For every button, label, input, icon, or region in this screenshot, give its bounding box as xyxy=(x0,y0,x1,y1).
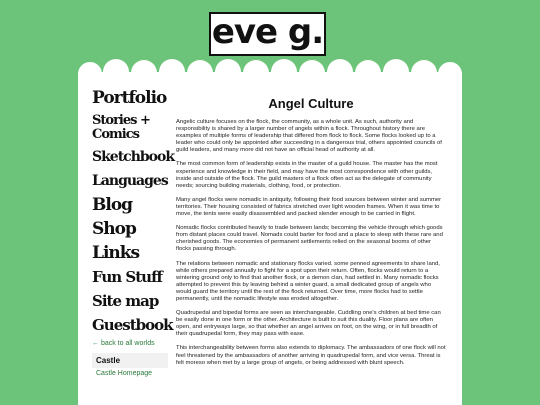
submenu-castle-homepage[interactable]: Castle Homepage xyxy=(96,370,153,377)
article-paragraph: The most common form of leadership exists in the master of a guild house. The master has the most experience and knowledge in their field, and may have the most correspondence with other guilds, inside and outside of the flock. The guild masters of a flock often act as the delegate of community needs; sourcing building materials, clothing, food, or protection. xyxy=(176,161,438,189)
article-paragraph: This interchangeability between forms also extends to diplomacy. The ambassadors of one flock will not feel threatened by the ambassadors of another arriving in quadrupedal form, and vice versa. Threat is felt moreso when met by a large group of angels, or being addressed with blunt speech. xyxy=(176,345,446,366)
nav-portfolio[interactable]: Portfolio xyxy=(92,88,167,108)
nav-sketchbook[interactable]: Sketchbook xyxy=(92,149,175,165)
article-paragraph: Quadrupedal and bipedal forms are seen as interchangeable. Cuddling one's children at bed time can be easily done in one form or the other. Architecture is built to suit this duality. Floor plans are often open, and entryways large, so that whether an angel arrives on foot, on the wing, or in full breadth of their quadrupedal form, they may pass with ease. xyxy=(176,310,441,338)
scalloped-edge xyxy=(78,58,462,80)
article-paragraph: Many angel flocks were nomadic in antiquity, following their food sources between winter and summer territories. Their housing consisted of fabrics stretched over light wooden frames. When it was time to move, the tents were easily disassembled and packed slender enough to be carried in flight. xyxy=(176,196,442,218)
nav-fun-stuff[interactable]: Fun Stuff xyxy=(92,268,162,286)
nav-languages[interactable]: Languages xyxy=(92,173,168,189)
nav-links[interactable]: Links xyxy=(92,243,140,263)
article-paragraph: Angelic culture focuses on the flock, the community, as a whole unit. As such, authority and responsibility is shared by a larger number of angels within a flock. Throughout history there are examples of multiple forms of leadership that differed from flock to flock. Some flocks looked up to a leader who could only be appointed after succeeding in a dangerous trial, others appointed councils of guild leaders, and many more did not have an official head of authority at all. xyxy=(176,119,442,154)
article-title: Angel Culture xyxy=(268,96,354,111)
logo-text: eve g. xyxy=(211,12,324,52)
submenu-title[interactable]: Castle xyxy=(92,353,168,368)
nav-blog[interactable]: Blog xyxy=(92,195,133,215)
site-logo[interactable] xyxy=(209,12,326,56)
nav-guestbook[interactable]: Guestbook xyxy=(92,316,173,334)
back-to-worlds-link[interactable]: ← back to all worlds xyxy=(92,340,155,347)
article-paragraph: The relations between nomadic and stationary flocks varied. some penned agreements to share land, while others prepared annually to fight for a spot upon their return. Often, flocks would return to a wintering ground only to find that another flock, or a demon clan, had settled in. Many nomadic flocks attempted to prevent this by leaving behind a winter guard, a small dedicated group of angels who would guard the territory until the rest of the flock returned. Over time, more flocks had to settle permanently, until the nomadic lifestyle was eroded altogether. xyxy=(176,260,440,302)
article-paragraph: Nomadic flocks contributed heavily to trade between lands; becoming the vehicle through which goods from distant places could travel. Nomads could barter for food and a place to sleep with these rare and cherished goods. The economies of permanent settlements relied on the seasonal booms of other flocks passing through. xyxy=(176,225,443,253)
sidebar-nav xyxy=(92,88,175,377)
nav-stories-comics[interactable]: Stories + Comics xyxy=(92,113,150,142)
article xyxy=(176,96,446,374)
nav-site-map[interactable]: Site map xyxy=(92,292,159,310)
nav-shop[interactable]: Shop xyxy=(92,219,136,239)
